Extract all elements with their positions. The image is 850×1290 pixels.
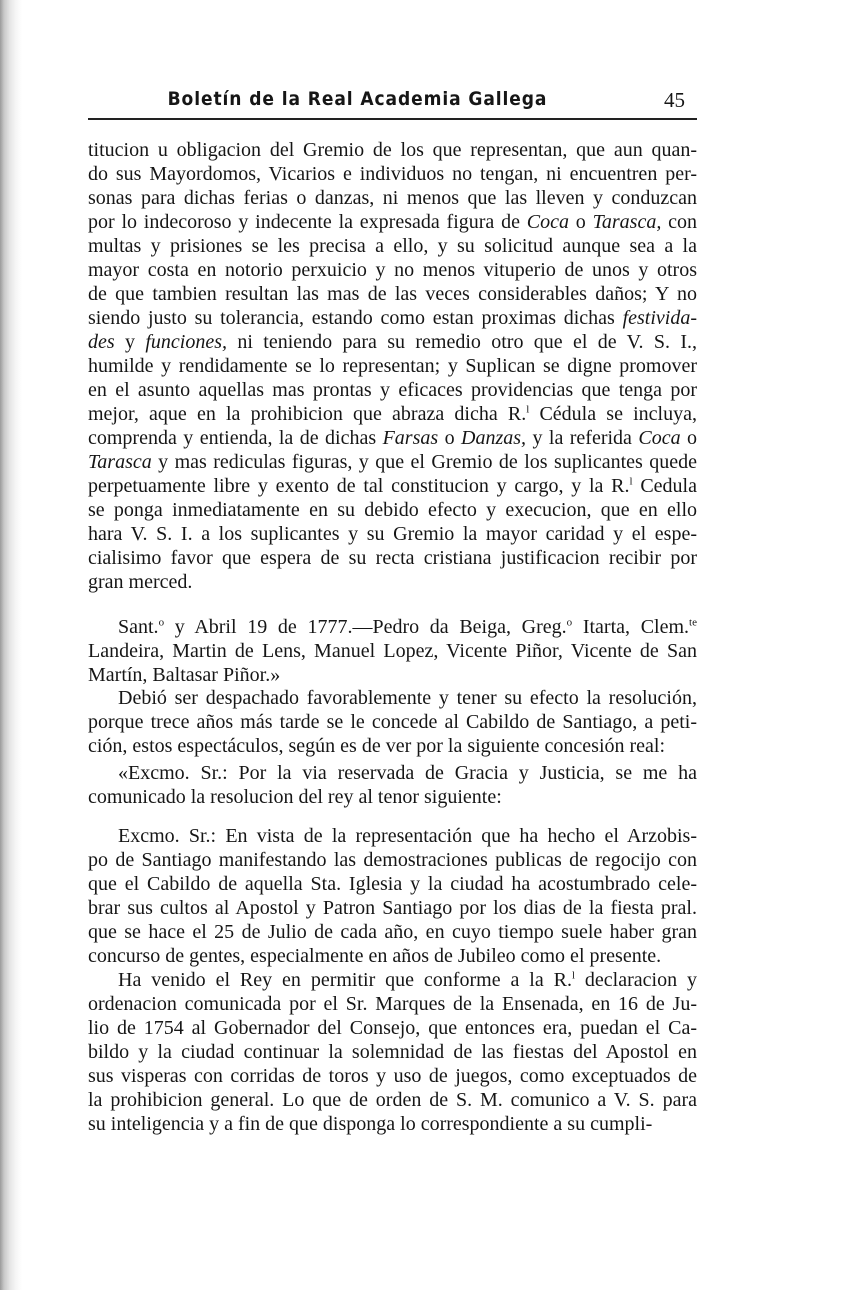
- running-header: [88, 86, 697, 116]
- text-run: ni teniendo para su remedio otro que el de V. S. I.,: [227, 331, 698, 353]
- text-run: cialisimo favor que espera de su recta cristiana justificacion recibir por: [88, 547, 697, 569]
- scan-edge-shadow: [0, 0, 22, 1290]
- text-run: o: [569, 211, 593, 233]
- text-line: [88, 378, 697, 402]
- text-line: [88, 944, 697, 968]
- text-run: con: [661, 211, 698, 233]
- text-run: declaracion y: [575, 969, 697, 991]
- text-run: humilde y rendidamente se lo representan; y Suplican se digne promover: [88, 355, 697, 377]
- text-run: perpetuamente libre y exento de tal constitucion y cargo, y la R.: [88, 475, 630, 497]
- text-line: [88, 162, 697, 186]
- text-line: [88, 234, 697, 258]
- text-line: [88, 663, 697, 687]
- text-run: y mas rediculas figuras, y que el Gremio de los suplicantes quede: [151, 451, 697, 473]
- text-line: [88, 785, 697, 809]
- text-run: y: [114, 331, 146, 353]
- text-run: porque trece años más tarde se le concede al Cabildo de Santiago, a peti-: [88, 711, 697, 733]
- text-run: y la referida: [526, 427, 639, 449]
- text-run: titucion u obligacion del Gremio de los que representan, que aun quan-: [88, 139, 697, 161]
- text-line: [88, 734, 697, 758]
- superscript-text: te: [689, 616, 697, 629]
- paragraph-signatories: [88, 615, 697, 687]
- text-run: po de Santiago manifestando las demostraciones publicas de regocijo con: [88, 849, 697, 871]
- text-line: [88, 354, 697, 378]
- text-run: que el Cabildo de aquella Sta. Iglesia y la ciudad ha acostumbrado cele-: [88, 873, 697, 895]
- text-line: [88, 138, 697, 162]
- text-line: [88, 968, 697, 992]
- text-run: por lo indecoroso y indecente la expresada figura de: [88, 211, 527, 233]
- text-line: [88, 1112, 697, 1136]
- text-run: do sus Mayordomos, Vicarios e individuos no tengan, ni encuentren per-: [88, 163, 697, 185]
- text-line: [88, 1040, 697, 1064]
- text-line: [88, 872, 697, 896]
- text-run: que se hace el 25 de Julio de cada año, en cuyo tiempo suele haber gran: [88, 921, 697, 943]
- text-line: [88, 306, 697, 330]
- text-line: [88, 474, 697, 498]
- text-line: [88, 258, 697, 282]
- text-run: o: [438, 427, 462, 449]
- text-line: [88, 710, 697, 734]
- paragraph-petition-body: [88, 138, 697, 594]
- text-run: mayor costa en notorio perxuicio y no menos vituperio de unos y otros: [88, 259, 697, 281]
- superscript-text: o: [566, 616, 573, 629]
- text-line: [88, 522, 697, 546]
- text-run: Debió ser despachado favorablemente y tener su efecto la resolución,: [118, 687, 697, 709]
- text-run: se ponga inmediatamente en su debido efecto y execucion, que en ello: [88, 499, 697, 521]
- text-run: Ha venido el Rey en permitir que conforme a la R.: [118, 969, 572, 991]
- italic-text: festivida-: [622, 307, 697, 329]
- text-line: [88, 686, 697, 710]
- text-run: hara V. S. I. a los suplicantes y su Gremio la mayor caridad y el espe-: [88, 523, 697, 545]
- text-line: [88, 330, 697, 354]
- paragraph-royal-permission: [88, 968, 697, 1136]
- text-run: multas y prisiones se les precisa a ello, y su solicitud aunque sea a la: [88, 235, 697, 257]
- text-run: brar sus cultos al Apostol y Patron Santiago por los dias de la fiesta pral.: [88, 897, 697, 919]
- text-line: [88, 210, 697, 234]
- text-line: [88, 282, 697, 306]
- text-run: Cédula se incluya,: [529, 403, 697, 425]
- paragraph-excmo-body: [88, 824, 697, 968]
- italic-text: Coca: [638, 427, 681, 449]
- text-line: [88, 992, 697, 1016]
- text-line: [88, 570, 697, 594]
- text-run: Itarta, Clem.: [572, 616, 690, 638]
- text-run: Martín, Baltasar Piñor.»: [88, 664, 281, 686]
- text-run: comprenda y entienda, la de dichas: [88, 427, 383, 449]
- italic-text: Danzas,: [461, 427, 527, 449]
- text-run: su inteligencia y a fin de que disponga lo correspondiente a su cumpli-: [88, 1113, 653, 1135]
- text-line: [88, 498, 697, 522]
- text-run: ordenacion comunicada por el Sr. Marques de la Ensenada, en 16 de Ju-: [88, 993, 697, 1015]
- text-run: Sant.: [118, 616, 159, 638]
- text-line: [88, 1064, 697, 1088]
- italic-text: Tarasca: [88, 451, 152, 473]
- text-line: [88, 186, 697, 210]
- text-run: Landeira, Martin de Lens, Manuel Lopez, Vicente Piñor, Vicente de San: [88, 640, 697, 662]
- text-run: Cedula: [632, 475, 697, 497]
- text-run: concurso de gentes, especialmente en años de Jubileo como el presente.: [88, 945, 662, 967]
- text-run: comunicado la resolucion del rey al tenor siguiente:: [88, 786, 502, 808]
- italic-text: Coca: [526, 211, 569, 233]
- text-run: sonas para dichas ferias o danzas, ni menos que las lleven y conduzcan: [88, 187, 697, 209]
- paragraph-commentary: [88, 686, 697, 758]
- journal-title: Boletín de la Real Academia Gallega: [167, 88, 548, 110]
- text-run: o: [680, 427, 698, 449]
- text-run: de que tambien resultan las mas de las veces considerables daños; Y no: [88, 283, 697, 305]
- text-line: [88, 546, 697, 570]
- italic-text: Tarasca,: [592, 211, 662, 233]
- text-run: la prohibicion general. Lo que de orden de S. M. comunico a V. S. para: [88, 1089, 697, 1111]
- text-run: mejor, aque en la prohibicion que abraza dicha R.: [88, 403, 527, 425]
- text-line: [88, 450, 697, 474]
- text-line: [88, 615, 697, 639]
- text-line: [88, 920, 697, 944]
- header-rule: [88, 118, 697, 120]
- text-line: [88, 824, 697, 848]
- superscript-text: o: [158, 616, 165, 629]
- italic-text: Farsas: [382, 427, 439, 449]
- italic-text: des: [88, 331, 115, 353]
- text-line: [88, 896, 697, 920]
- superscript-text: l: [629, 475, 633, 488]
- superscript-text: l: [526, 403, 530, 416]
- text-run: sus visperas con corridas de toros y uso de juegos, como exceptuados de: [88, 1065, 697, 1087]
- text-run: gran merced.: [88, 571, 193, 593]
- text-line: [88, 848, 697, 872]
- text-line: [88, 1016, 697, 1040]
- text-run: siendo justo su tolerancia, estando como estan proximas dichas: [88, 307, 623, 329]
- text-line: [88, 402, 697, 426]
- text-run: lio de 1754 al Gobernador del Consejo, que entonces era, puedan el Ca-: [88, 1017, 697, 1039]
- text-run: Excmo. Sr.: En vista de la representación que ha hecho el Arzobis-: [118, 825, 697, 847]
- text-line: [88, 426, 697, 450]
- paragraph-excmo-intro: [88, 761, 697, 809]
- text-line: [88, 639, 697, 663]
- text-run: bildo y la ciudad continuar la solemnidad de las fiestas del Apostol en: [88, 1041, 697, 1063]
- text-line: [88, 761, 697, 785]
- text-run: «Excmo. Sr.: Por la via reservada de Gracia y Justicia, se me ha: [118, 762, 697, 784]
- page-number: 45: [664, 88, 685, 112]
- text-line: [88, 1088, 697, 1112]
- text-run: y Abril 19 de 1777.—Pedro da Beiga, Greg.: [164, 616, 567, 638]
- text-run: en el asunto aquellas mas prontas y eficaces providencias que tenga por: [88, 379, 697, 401]
- superscript-text: l: [571, 969, 576, 982]
- text-run: ción, estos espectáculos, según es de ver por la siguiente concesión real:: [88, 735, 666, 757]
- italic-text: funciones,: [145, 331, 228, 353]
